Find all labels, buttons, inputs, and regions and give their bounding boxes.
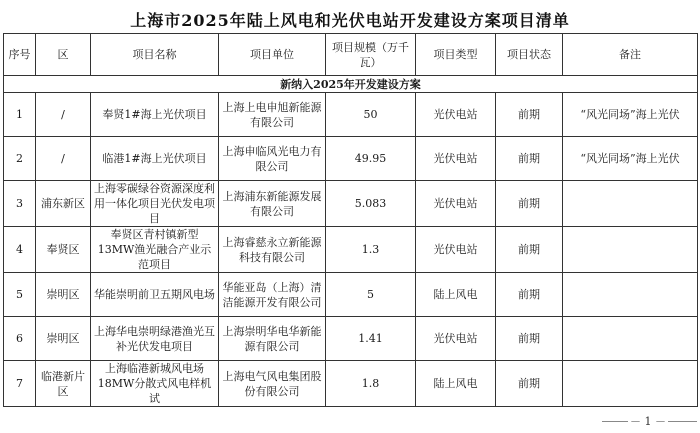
cell-status: 前期 — [496, 361, 563, 407]
cell-name: 上海华电崇明绿港渔光互补光伏发电项目 — [91, 317, 219, 361]
cell-district: 崇明区 — [36, 273, 91, 317]
cell-type: 光伏电站 — [416, 93, 496, 137]
page-number: － 1 － — [630, 415, 666, 428]
cell-scale: 1.3 — [326, 227, 416, 273]
cell-name: 上海临港新城风电场18MW分散式风电样机试 — [91, 361, 219, 407]
cell-name: 临港1#海上光伏项目 — [91, 137, 219, 181]
cell-no: 1 — [4, 93, 36, 137]
cell-unit: 上海睿慈永立新能源科技有限公司 — [219, 227, 326, 273]
cell-unit: 上海上电申旭新能源有限公司 — [219, 93, 326, 137]
section-row — [4, 76, 698, 93]
cell-scale: 5 — [326, 273, 416, 317]
cell-district: 浦东新区 — [36, 181, 91, 227]
header-cell-type: 项目类型 — [416, 34, 496, 76]
section-title: 新纳入2025年开发建设方案 — [4, 76, 698, 93]
cell-district: / — [36, 137, 91, 181]
table-row — [4, 227, 698, 273]
cell-scale: 49.95 — [326, 137, 416, 181]
table-row — [4, 273, 698, 317]
table-row — [4, 317, 698, 361]
table-row — [4, 93, 698, 137]
cell-name: 华能崇明前卫五期风电场 — [91, 273, 219, 317]
cell-note — [563, 181, 698, 227]
cell-scale: 1.41 — [326, 317, 416, 361]
cell-no: 4 — [4, 227, 36, 273]
cell-status: 前期 — [496, 137, 563, 181]
table-row — [4, 361, 698, 407]
cell-district: 临港新片区 — [36, 361, 91, 407]
cell-no: 6 — [4, 317, 36, 361]
cell-status: 前期 — [496, 273, 563, 317]
cell-type: 光伏电站 — [416, 317, 496, 361]
cell-district: 崇明区 — [36, 317, 91, 361]
cell-district: / — [36, 93, 91, 137]
header-cell-unit: 项目单位 — [219, 34, 326, 76]
header-cell-district: 区 — [36, 34, 91, 76]
table-row — [4, 181, 698, 227]
header-cell-status: 项目状态 — [496, 34, 563, 76]
cell-type: 陆上风电 — [416, 273, 496, 317]
header-cell-scale: 项目规模（万千瓦） — [326, 34, 416, 76]
cell-type: 陆上风电 — [416, 361, 496, 407]
cell-unit: 上海崇明华电华新能源有限公司 — [219, 317, 326, 361]
table-header-row — [4, 34, 698, 76]
cell-type: 光伏电站 — [416, 181, 496, 227]
cell-district: 奉贤区 — [36, 227, 91, 273]
header-cell-name: 项目名称 — [91, 34, 219, 76]
cell-status: 前期 — [496, 317, 563, 361]
table-row — [4, 137, 698, 181]
cell-name: 奉贤区青村镇新型13MW渔光融合产业示范项目 — [91, 227, 219, 273]
cell-name: 上海零碳绿谷资源深度利用一体化项目光伏发电项目 — [91, 181, 219, 227]
cell-note — [563, 317, 698, 361]
project-table — [3, 33, 698, 407]
cell-scale: 50 — [326, 93, 416, 137]
cell-note: “风光同场”海上光伏 — [563, 93, 698, 137]
header-cell-no: 序号 — [4, 34, 36, 76]
cell-unit: 上海浦东新能源发展有限公司 — [219, 181, 326, 227]
cell-scale: 1.8 — [326, 361, 416, 407]
cell-scale: 5.083 — [326, 181, 416, 227]
cell-type: 光伏电站 — [416, 227, 496, 273]
header-cell-note: 备注 — [563, 34, 698, 76]
cell-note — [563, 227, 698, 273]
cell-note — [563, 361, 698, 407]
cell-no: 7 — [4, 361, 36, 407]
cell-unit: 上海申临风光电力有限公司 — [219, 137, 326, 181]
cell-status: 前期 — [496, 227, 563, 273]
page-title: 上海市2025年陆上风电和光伏电站开发建设方案项目清单 — [130, 11, 570, 30]
cell-status: 前期 — [496, 93, 563, 137]
cell-no: 5 — [4, 273, 36, 317]
cell-no: 3 — [4, 181, 36, 227]
cell-note: “风光同场”海上光伏 — [563, 137, 698, 181]
cell-unit: 上海电气风电集团股份有限公司 — [219, 361, 326, 407]
cell-name: 奉贤1#海上光伏项目 — [91, 93, 219, 137]
cell-status: 前期 — [496, 181, 563, 227]
cell-type: 光伏电站 — [416, 137, 496, 181]
cell-no: 2 — [4, 137, 36, 181]
cell-unit: 华能亚岛（上海）清洁能源开发有限公司 — [219, 273, 326, 317]
cell-note — [563, 273, 698, 317]
